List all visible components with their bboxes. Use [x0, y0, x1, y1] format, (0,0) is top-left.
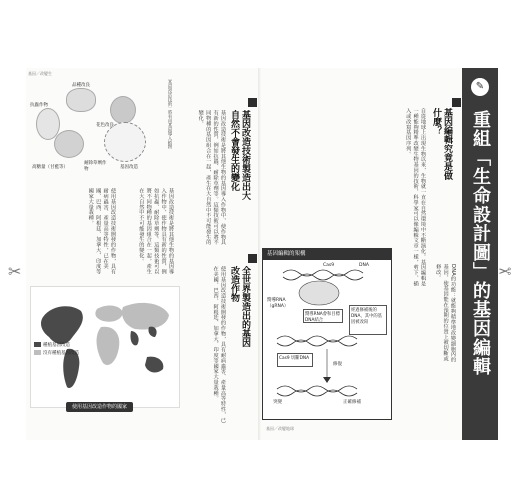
- cas9-label: Cas9: [323, 263, 335, 268]
- chapter-icon: ✎: [471, 78, 489, 96]
- sec1-text-cont: 基因改造技術是將其他生物的基因導入作物中，使作物具有新的性質，例如抗蟲、耐除草劑等。這類技術可以將不同物種的基因組合在一起，產生在大自然中不可能發生的變化。: [138, 188, 174, 275]
- repair-label: 修復: [333, 362, 342, 367]
- question-heading: 基因編輯究竟是做什麼？: [431, 108, 452, 180]
- dna-text: DNA的功能：就能夠精準地改變細胞內的基因，使基因能在預期的位置上被切斷或修改。: [435, 264, 456, 363]
- cell-illustration: [104, 122, 146, 162]
- fig1-label-right: 耐除草劑作物: [84, 161, 107, 172]
- grna-note-box: 嚮導RNA會和目標DNA結合: [303, 309, 343, 323]
- mutation-label: 突變: [273, 400, 282, 405]
- scissors-icon: ✂: [8, 262, 22, 281]
- heading-square-icon: [452, 98, 461, 107]
- gene-editing-diagram: [262, 248, 392, 420]
- heading-square-icon: [248, 254, 257, 263]
- sec2-heading: 全世界製造出的基因改造作物: [229, 266, 250, 347]
- chapter-sidebar: [462, 68, 498, 440]
- map-legend-1: 種植基因改造: [43, 343, 70, 348]
- flower-center-illustration: [110, 96, 136, 124]
- grna-label: 嚮導RNA （gRNA）: [267, 298, 289, 309]
- sec1-text-cont2: 使用基因改造技術開發的作物，具有耐病蟲害、產量高等特性，已在美國、巴西、阿根廷、加拿大、印度等國家大量栽種。: [87, 188, 116, 275]
- chapter-title: 重組「生命設計圖」的基因編輯: [470, 110, 491, 376]
- flower-illustration: [66, 88, 96, 112]
- fig1-label-bottom-left: 高糖量（甘藍等）: [32, 165, 68, 170]
- diagram-title: 基因編輯的架構: [263, 249, 391, 260]
- fig1-label-bottom-right: 基因改造: [120, 165, 138, 170]
- legend-swatch: [34, 342, 41, 347]
- fig1-caption: 〔基因改造技術〕將有用基因導入植物: [167, 76, 172, 150]
- correct-label: 正確修補: [343, 400, 361, 405]
- map-caption: 使用基因改造作物的國家: [66, 402, 133, 412]
- fig1-label-left: 抗蟲作物: [30, 103, 48, 108]
- right-page: [262, 68, 494, 440]
- sec1-text: 基因改造技術是將其他生物的基因導入作物中，使作物具有新的性質，例如抗蟲、耐除草劑等。這類技術可以將不同物種的基因組合在一起，產生在大自然中不可能發生的變化。: [197, 110, 226, 245]
- scissors-icon: ✂: [498, 262, 512, 281]
- sec2-text: 使用基因改造技術開發的作物，具有耐病蟲害、產量高等特性，已在美國、巴西、阿根廷、加拿大、印度等國家大量栽種。: [212, 266, 226, 423]
- legend-swatch: [34, 350, 41, 355]
- sec1-heading: 基因改造技術製造出大自然不會發生的變化: [229, 110, 250, 200]
- dna-label: DNA: [359, 263, 369, 268]
- cut-note-box: 經過修補後的DNA，其中的基因被改寫: [349, 305, 387, 335]
- map-legend-2: 沒有種植基因改造: [43, 351, 79, 356]
- page-header: 基因／改變生: [28, 71, 52, 76]
- page-footer: 基因／改變地球: [266, 426, 294, 431]
- fig1-label-middle: 花色改良: [96, 123, 114, 128]
- left-page: [26, 68, 262, 440]
- cas9-cut-box: Cas9 切斷DNA: [277, 353, 313, 367]
- cabbage-illustration: [54, 130, 84, 158]
- heading-square-icon: [248, 98, 257, 107]
- question-text: 自從地球上出現生物以來，生物就一直在自然環境中不斷演化。基因編輯是一種能夠精準改變生物基因的技術，科學家可以像編輯文章一樣，剪下、插入或改寫基因序列。: [405, 108, 426, 287]
- fig1-label-top: 品種改良: [72, 83, 90, 88]
